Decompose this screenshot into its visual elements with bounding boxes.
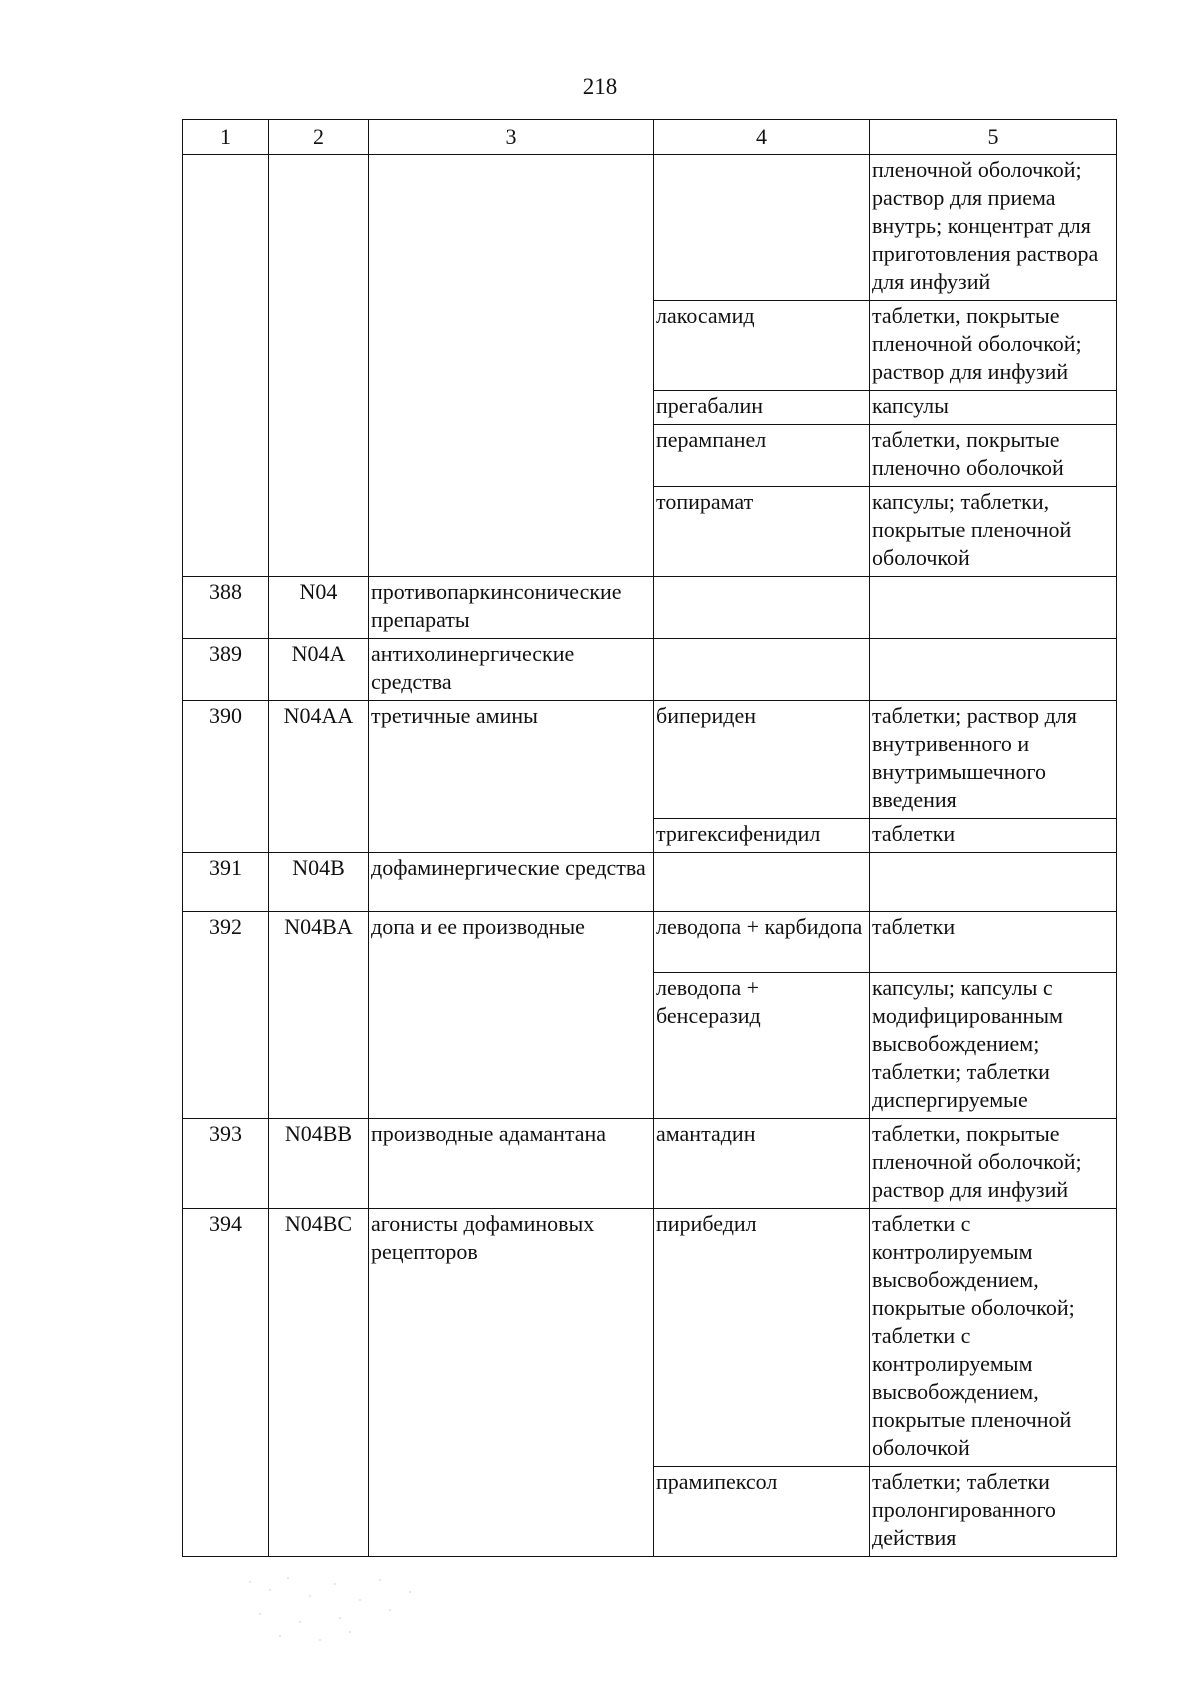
dosage-form-cell: таблетки; таблетки пролонгированного действия [870,1467,1117,1557]
code-cell: N04BA [269,912,369,1119]
page-number: 218 [582,74,618,99]
dosage-form-cell: таблетки, покрытые пленочной оболочкой; раствор для инфузий [870,301,1117,391]
dosage-form-cell: таблетки; раствор для внутривенного и внутримышечного введения [870,701,1117,819]
column-header: 5 [870,120,1117,155]
number-cell: 389 [183,639,269,701]
dosage-form-cell: таблетки [870,819,1117,853]
code-cell [269,155,369,577]
group-cell: допа и ее производные [369,912,654,1119]
table-row [183,639,1117,701]
table-row [183,155,1117,301]
dosage-form-cell: капсулы; таблетки, покрытые пленочной оболочкой [870,487,1117,577]
drug-name-cell: леводопа + бенсеразид [654,973,870,1119]
number-cell [183,155,269,577]
drug-name-cell: топирамат [654,487,870,577]
dosage-form-cell [870,639,1117,701]
code-cell: N04A [269,639,369,701]
code-cell: N04AA [269,701,369,853]
code-cell: N04BC [269,1209,369,1557]
drug-name-cell [654,639,870,701]
table-row [183,853,1117,912]
table-row [183,577,1117,639]
column-header: 4 [654,120,870,155]
group-cell: противопаркинсонические препараты [369,577,654,639]
number-cell: 388 [183,577,269,639]
drug-name-cell [654,155,870,301]
code-cell: N04B [269,853,369,912]
dosage-form-cell: таблетки [870,912,1117,973]
drug-name-cell: лакосамид [654,301,870,391]
drug-name-cell: прамипексол [654,1467,870,1557]
table-row [183,912,1117,973]
dosage-form-cell: капсулы [870,391,1117,425]
drug-name-cell [654,577,870,639]
number-cell: 393 [183,1119,269,1209]
table-row [183,1209,1117,1467]
drug-name-cell: леводопа + карбидопа [654,912,870,973]
header-row [183,120,1117,155]
drug-name-cell [654,853,870,912]
dosage-form-cell: капсулы; капсулы с модифицированным высвобождением; таблетки; таблетки диспергируемые [870,973,1117,1119]
dosage-form-cell: таблетки, покрытые пленочной оболочкой; раствор для инфузий [870,1119,1117,1209]
dosage-form-cell: пленочной оболочкой; раствор для приема внутрь; концентрат для приготовления раствора для инфузий [870,155,1117,301]
table-row [183,1119,1117,1209]
number-cell: 392 [183,912,269,1119]
column-header: 1 [183,120,269,155]
number-cell: 394 [183,1209,269,1557]
dosage-form-cell: таблетки, покрытые пленочно оболочкой [870,425,1117,487]
number-cell: 390 [183,701,269,853]
code-cell: N04 [269,577,369,639]
drug-name-cell: пирибедил [654,1209,870,1467]
drug-table [182,119,1117,1557]
group-cell: агонисты дофаминовых рецепторов [369,1209,654,1557]
dosage-form-cell: таблетки с контролируемым высвобождением, покрытые оболочкой; таблетки с контролируемым высвобождением, покрытые пленочной оболочкой [870,1209,1117,1467]
code-cell: N04BB [269,1119,369,1209]
group-cell: производные адамантана [369,1119,654,1209]
drug-name-cell: амантадин [654,1119,870,1209]
drug-name-cell: перампанел [654,425,870,487]
number-cell: 391 [183,853,269,912]
scan-artifact [240,1570,430,1650]
drug-name-cell: тригексифенидил [654,819,870,853]
table-row [183,701,1117,819]
column-header: 3 [369,120,654,155]
group-cell [369,155,654,577]
column-header: 2 [269,120,369,155]
group-cell: третичные амины [369,701,654,853]
group-cell: антихолинергические средства [369,639,654,701]
dosage-form-cell [870,853,1117,912]
drug-name-cell: прегабалин [654,391,870,425]
dosage-form-cell [870,577,1117,639]
group-cell: дофаминергические средства [369,853,654,912]
drug-name-cell: бипериден [654,701,870,819]
